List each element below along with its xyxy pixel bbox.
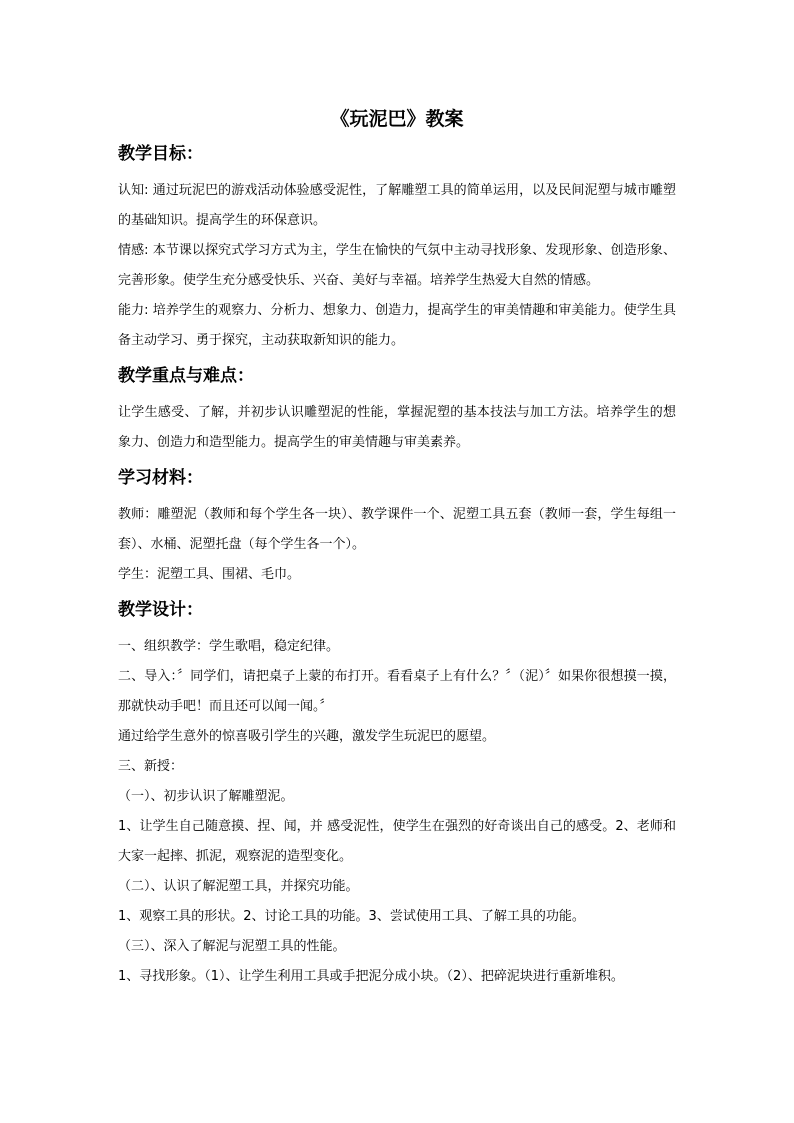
paragraph: （一）、初步认识了解雕塑泥。: [118, 789, 294, 804]
paragraph: （三）、深入了解泥与泥塑工具的性能。: [118, 939, 346, 954]
document-title: 《玩泥巴》教案: [330, 108, 464, 130]
paragraph: 1、观察工具的形状。2、讨论工具的功能。3、尝试使用工具、了解工具的功能。: [118, 909, 585, 924]
section-key-points: [118, 364, 676, 458]
paragraph: 能力: 培养学生的观察力、分析力、想象力、创造力，提高学生的审美情趣和审美能力。使学生具备主动学习、勇于探究，主动获取新知识的能力。: [118, 303, 676, 348]
paragraph: （二）、认识了解泥塑工具，并探究功能。: [118, 879, 359, 894]
section-teaching-goals: [118, 142, 676, 356]
paragraph: 认知: 通过玩泥巴的游戏活动体验感受泥性，了解雕塑工具的简单运用，以及民间泥塑与城市雕塑的基础知识。提高学生的环保意识。: [118, 183, 676, 228]
paragraph: 让学生感受、了解，并初步认识雕塑泥的性能，掌握泥塑的基本技法与加工方法。培养学生的想象力、创造力和造型能力。提高学生的审美情趣与审美素养。: [118, 405, 676, 450]
paragraph: 三、新授：: [118, 759, 184, 774]
paragraph: 1、寻找形象。（1）、让学生利用工具或手把泥分成小块。（2）、把碎泥块进行重新堆积。: [118, 969, 624, 984]
section-heading: 教学设计：: [118, 600, 203, 620]
section-materials: [118, 466, 676, 590]
paragraph: 一、组织教学：学生歌唱，稳定纪律。: [118, 639, 340, 654]
document-page: [118, 100, 676, 992]
section-heading: 学习材料：: [118, 468, 203, 488]
paragraph: 通过给学生意外的惊喜吸引学生的兴趣，激发学生玩泥巴的愿望。: [118, 729, 496, 744]
paragraph: 1、让学生自己随意摸、捏、闻，并 感受泥性，使学生在强烈的好奇谈出自己的感受。2、老师和大家一起摔、抓泥，观察泥的造型变化。: [118, 819, 676, 864]
section-teaching-design: [118, 598, 676, 992]
section-heading: 教学重点与难点：: [118, 366, 254, 386]
section-heading: 教学目标：: [118, 144, 203, 164]
paragraph: 学生：泥塑工具、围裙、毛巾。: [118, 567, 301, 582]
paragraph: 情感: 本节课以探究式学习方式为主，学生在愉快的气氛中主动寻找形象、发现形象、创造形象、完善形象。使学生充分感受快乐、兴奋、美好与幸福。培养学生热爱大自然的情感。: [118, 243, 676, 288]
paragraph: 二、导入：〞同学们，请把桌子上蒙的布打开。看看桌子上有什么？〞（泥）〞如果你很想摸一摸，那就快动手吧！而且还可以闻一闻。〞: [118, 669, 676, 714]
paragraph: 教师：雕塑泥（教师和每个学生各一块）、教学课件一个、泥塑工具五套（教师一套，学生每组一套）、水桶、泥塑托盘（每个学生各一个）。: [118, 507, 676, 552]
